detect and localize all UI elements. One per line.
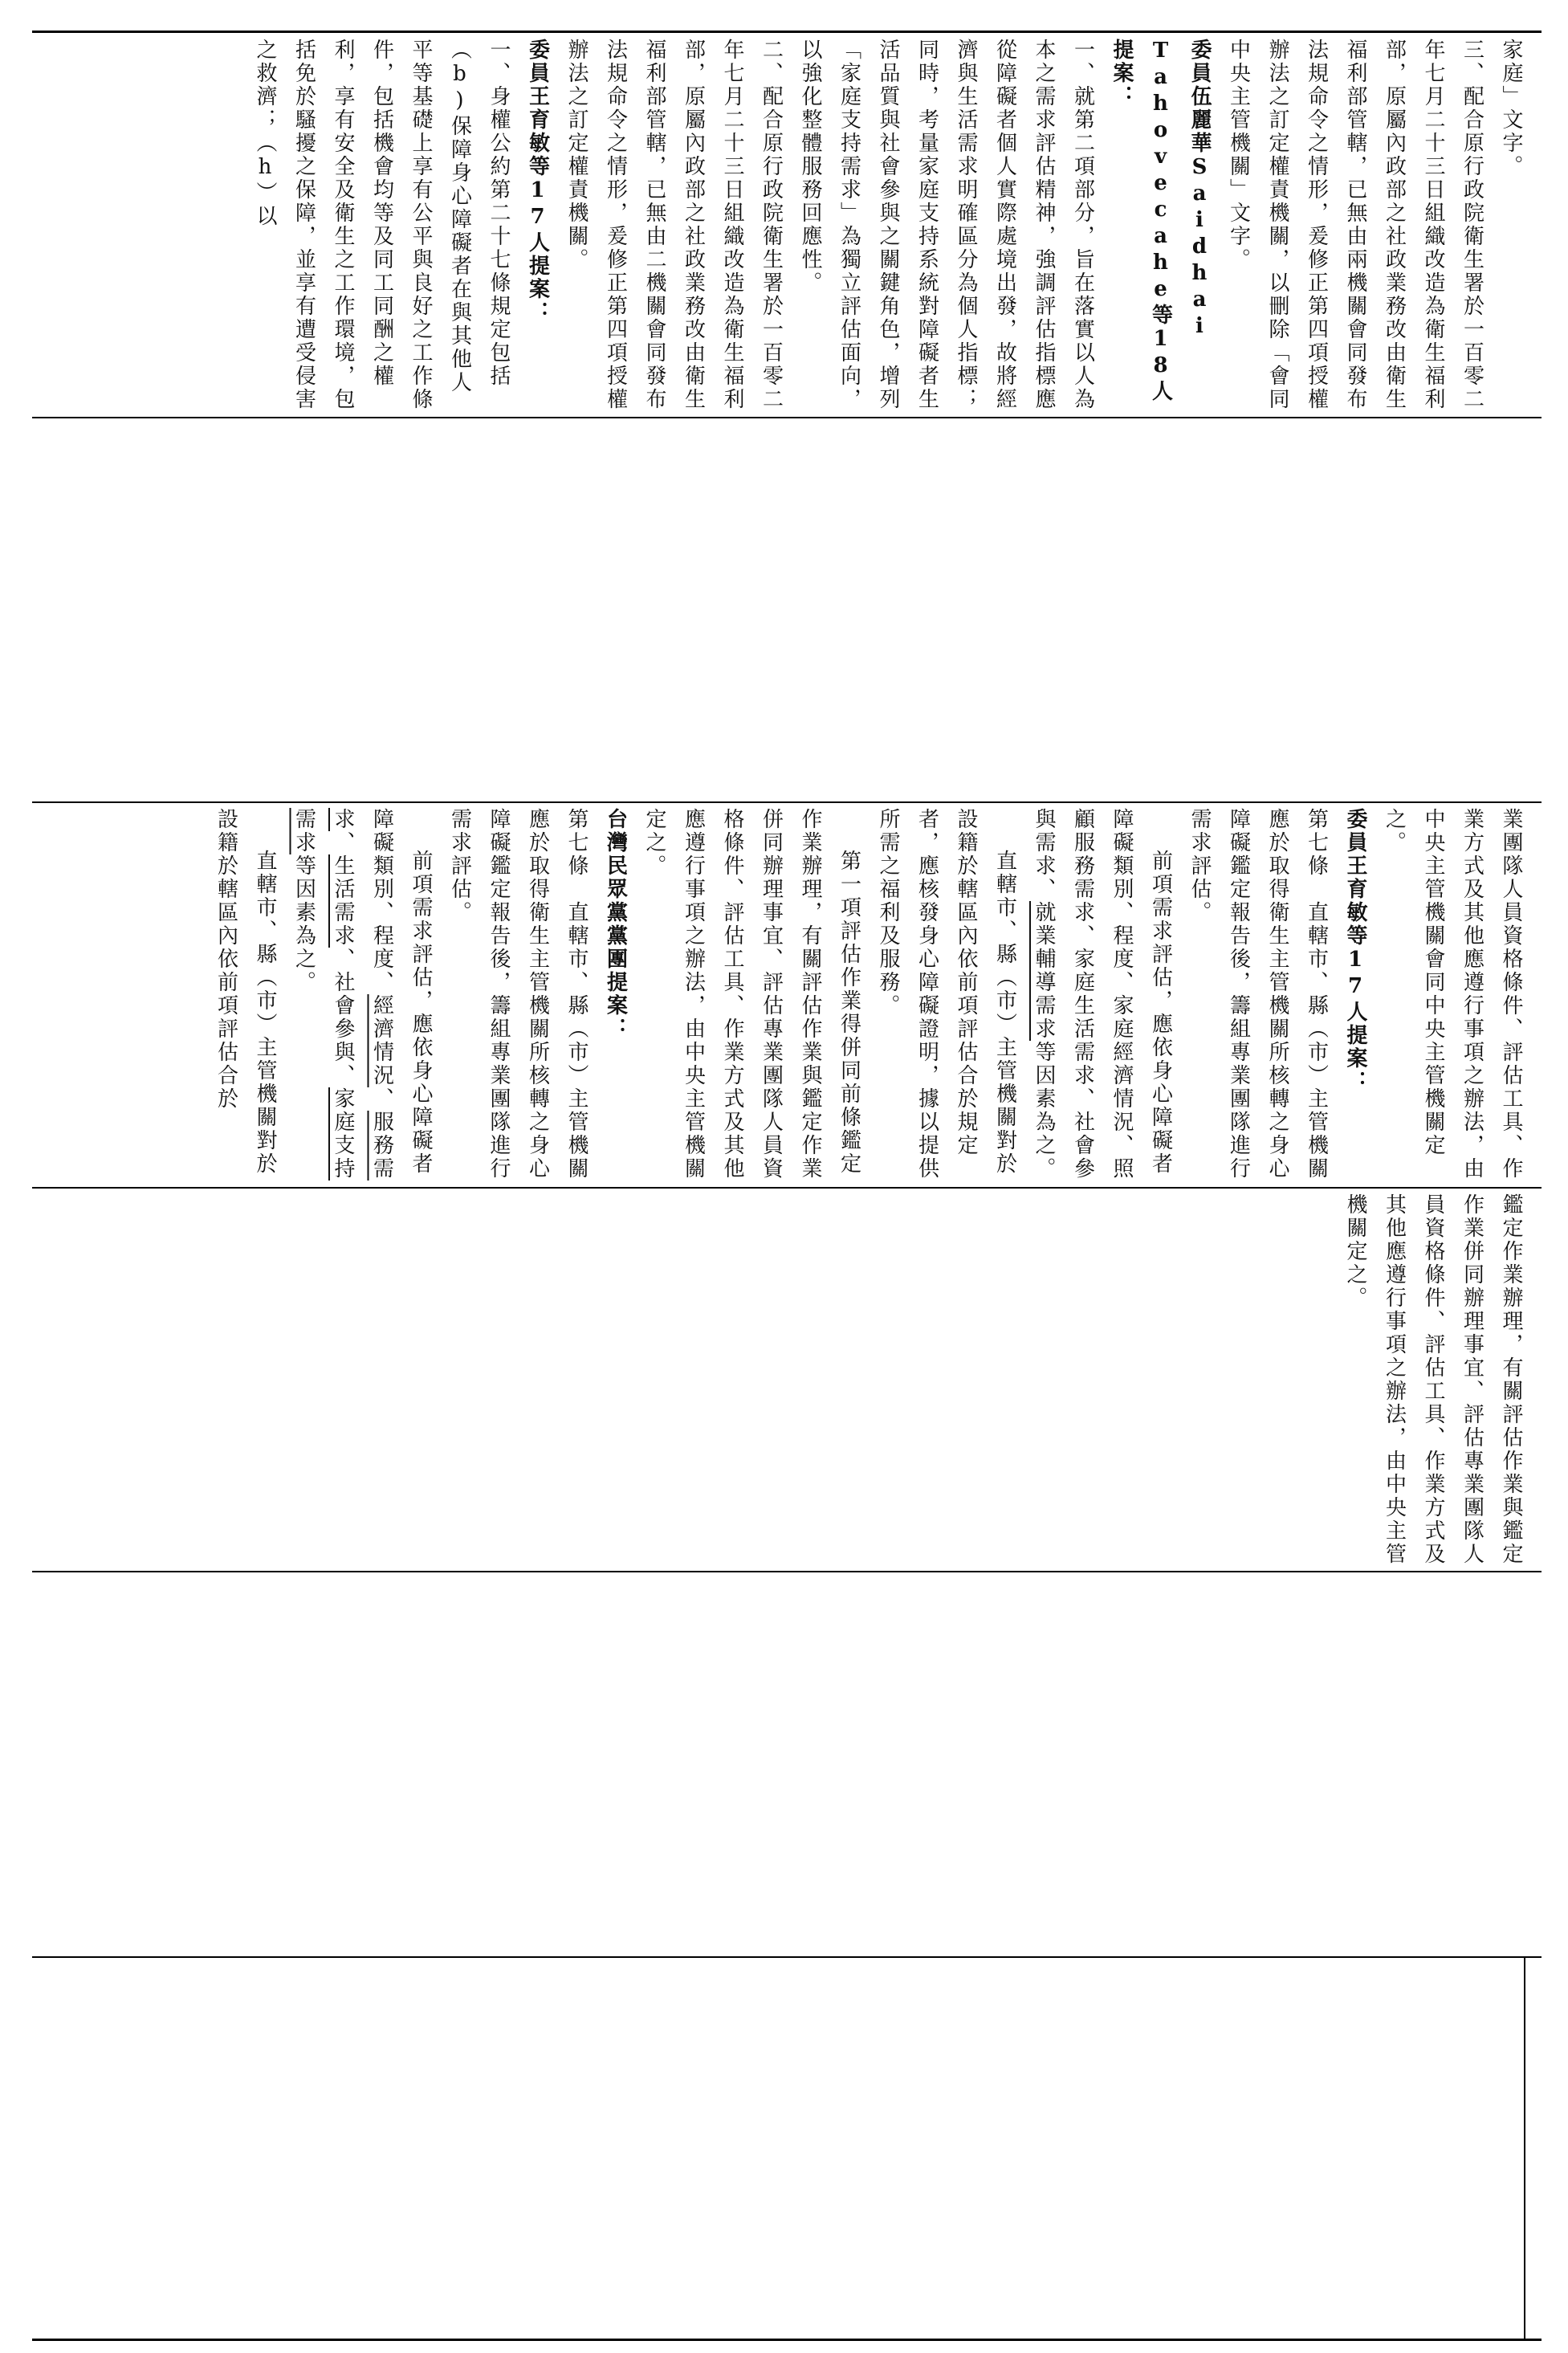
paragraph: 一、身權公約第二十七條規定包括（b)保障身心障礙者在與其他人平等基礎上享有公平與良好之工作條件，包括機會均等及同工同酬之權利，享有安全及衛生之工作環境，包括免於騷擾之保障，並享有遭受侵害之救濟；（h）以 — [253, 39, 511, 411]
table-border-top — [32, 31, 1542, 33]
paragraph: 前項需求評估，應依身心障礙者障礙類別、程度、家庭經濟情況、照顧服務需求、家庭生活需求、社會參與需求、就業輔導需求等因素為之。 — [1032, 808, 1173, 1181]
paragraph: 前項需求評估，應依身心障礙者障礙類別、程度、經濟情況、服務需求、生活需求、社會參與、家庭支持需求等因素為之。 — [291, 808, 433, 1181]
paragraph: 三、配合原行政院衛生署於一百零二年七月二十三日組織改造為衛生福利部，原屬內政部之社政業務改由衛生福利部管轄，已無由兩機關會同發布法規命令之情形，爰修正第四項授權辦法之訂定權責機關，以刪除「會同中央主管機關」文字。 — [1226, 39, 1485, 411]
paragraph: 第七條 直轄市、縣（市）主管機關應於取得衛生主管機關所核轉之身心障礙鑑定報告後，籌組專業團隊進行需求評估。 — [1187, 808, 1329, 1181]
paragraph: 第七條 直轄市、縣（市）主管機關應於取得衛生主管機關所核轉之身心障礙鑑定報告後，籌組專業團隊進行需求評估。 — [447, 808, 589, 1181]
proposal-cell-row3 — [32, 1193, 1542, 1567]
paragraph: 二、配合原行政院衛生署於一百零二年七月二十三日組織改造為衛生福利部，原屬內政部之社政業務改由衛生福利部管轄，已無由二機關會同發布法規命令之情形，爰修正第四項授權辦法之訂定權責機關。 — [564, 39, 784, 411]
paragraph: 家庭」文字。 — [1499, 39, 1523, 178]
table-border-bottom — [32, 2339, 1542, 2341]
proposer-heading: 委員伍麗華Saidhai Tahovecahe等18人提案： — [1110, 39, 1212, 403]
proposal-cell-row2 — [32, 808, 1542, 1181]
row-divider-1 — [32, 417, 1542, 418]
row-divider-2 — [32, 801, 1542, 803]
paragraph: 鑑定作業辦理，有關評估作業與鑑定作業併同辦理事宜、評估專業團隊人員資格條件、評估工具、作業方式及其他應遵行事項之辦法，由中央主管機關定之。 — [1343, 1193, 1523, 1566]
paragraph: 直轄市、縣（市）主管機關對於設籍於轄區內依前項評估合於 — [214, 808, 277, 1176]
row-divider-4 — [32, 1571, 1542, 1572]
explanation-cell-row1 — [32, 39, 1542, 412]
paragraph: 直轄市、縣（市）主管機關對於設籍於轄區內依前項評估合於規定者，應核發身心障礙證明，據以提供所需之福利及服務。 — [876, 808, 1017, 1181]
row-divider-3 — [32, 1187, 1542, 1189]
paragraph: 一、就第二項部分，旨在落實以人為本之需求評估精神，強調評估指標應從障礙者個人實際處境出發，故將經濟與生活需求明確區分為個人指標；同時，考量家庭支持系統對障礙者生活品質與社會參與之關鍵角色，增列「家庭支持需求」為獨立評估面向，以強化整體服務回應性。 — [798, 39, 1095, 411]
paragraph: 業團隊人員資格條件、評估工具、作業方式及其他應遵行事項之辦法，由中央主管機關會同中央主管機關定之。 — [1382, 808, 1523, 1181]
row-divider-5 — [32, 1956, 1542, 1958]
proposer-heading: 委員王育敏等17人提案： — [525, 39, 550, 324]
column-divider — [1524, 1956, 1525, 2339]
proposer-heading: 委員王育敏等17人提案： — [1343, 808, 1367, 1094]
paragraph: 第一項評估作業得併同前條鑑定作業辦理，有關評估作業與鑑定作業併同辦理事宜、評估專業團隊人員資格條件、評估工具、作業方式及其他應遵行事項之辦法，由中央主管機關定之。 — [642, 808, 861, 1181]
proposer-heading: 台灣民眾黨黨團提案： — [603, 808, 628, 1041]
